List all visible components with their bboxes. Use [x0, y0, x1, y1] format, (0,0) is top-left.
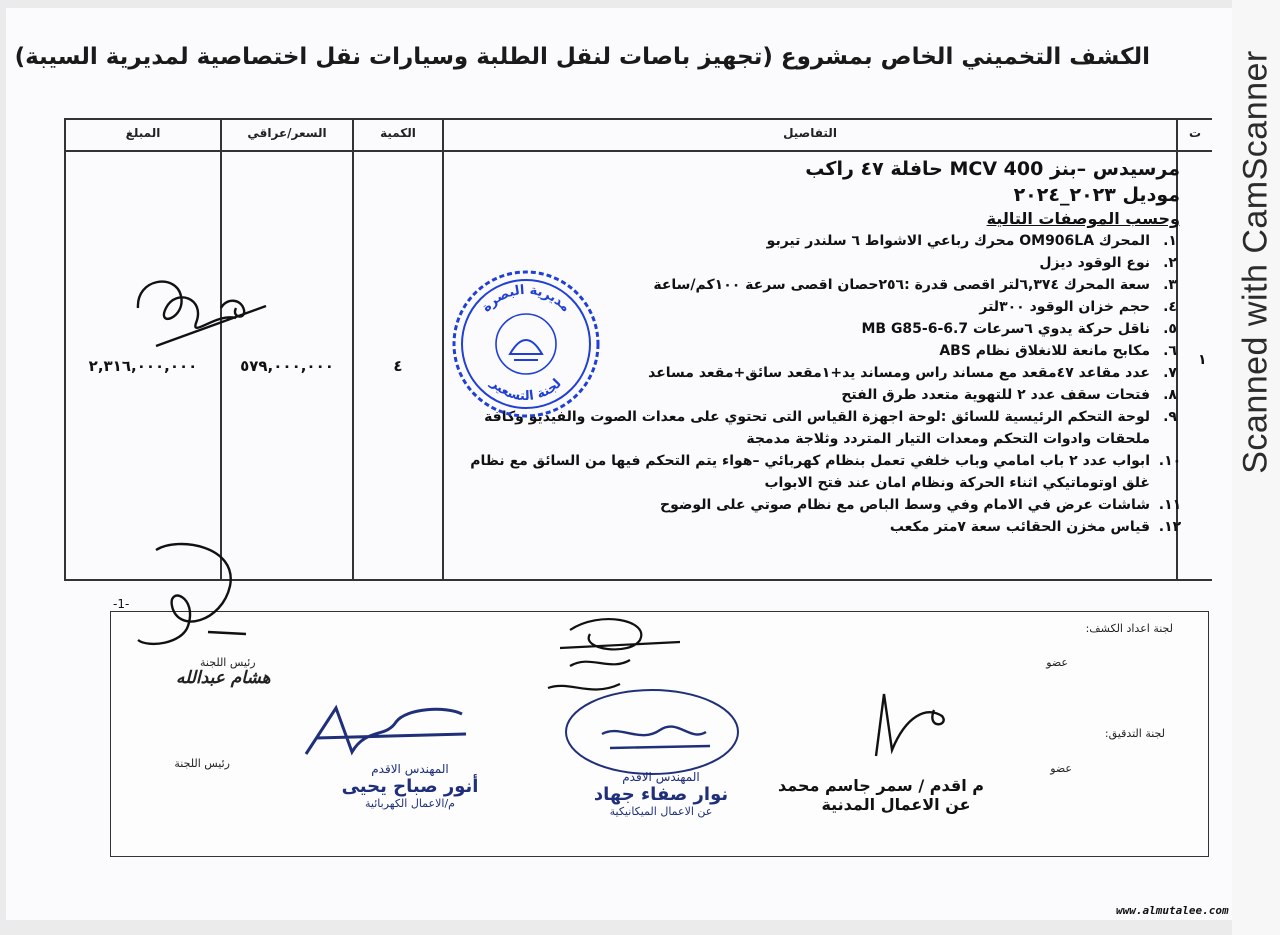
table-border-top	[64, 118, 1212, 120]
spec-text: عدد مقاعد ٤٧مقعد مع مساند راس ومساند يد+١مقعد سائق+مقعد مساعد	[648, 365, 1150, 381]
camscanner-watermark: Scanned with CamScanner	[1236, 50, 1275, 474]
row-number: ١	[1198, 352, 1207, 368]
member2-block	[576, 770, 746, 818]
spec-item	[440, 450, 1180, 494]
specs-heading: وحسب الموصفات التالية	[986, 209, 1180, 228]
member1-signature	[296, 698, 472, 772]
spec-number: ٤.	[1163, 299, 1177, 315]
member3-name: م اقدم / سمر جاسم محمد	[778, 776, 984, 795]
member3-block	[778, 776, 984, 814]
col-divider-price	[352, 118, 354, 580]
spec-item	[440, 516, 1180, 538]
stamp-bottom-text: لجنة التسعير	[487, 376, 565, 405]
spec-number: ١٠.	[1158, 453, 1182, 469]
document-title: الكشف التخميني الخاص بمشروع (تجهيز باصات لنقل الطلبة وسيارات نقل اختصاصية لمديرية السيبة)	[14, 44, 1150, 70]
check-member-label: عضو	[1050, 762, 1072, 775]
header-amount: المبلغ	[125, 126, 161, 140]
table-header-divider	[64, 150, 1212, 152]
member1-block	[320, 762, 500, 810]
spec-text: مكابح مانعة للانغلاق نظام ABS	[939, 343, 1150, 359]
check-committee-label: لجنة التدقيق:	[1104, 727, 1165, 740]
stamp-top-text: مديرية البصرة	[478, 282, 574, 316]
spec-text: سعة المحرك ٦,٣٧٤لتر اقصى قدرة :٢٥٦حصان اقصى سرعة ١٠٠كم/ساعة	[653, 277, 1150, 293]
header-seq: ت	[1188, 126, 1202, 140]
member2-subtitle: عن الاعمال الميكانيكية	[609, 805, 713, 818]
table-border-left	[64, 118, 66, 580]
spec-item	[440, 494, 1180, 516]
spec-text: نوع الوقود ديزل	[1039, 255, 1150, 271]
price-cell: ٥٧٩,٠٠٠,٠٠٠	[240, 357, 334, 375]
prep-committee-label: لجنة اعداد الكشف:	[1085, 622, 1173, 635]
member2-name: نوار صفاء جهاد	[593, 784, 729, 805]
site-watermark: www.almutalee.com	[1116, 904, 1229, 917]
spec-number: ١١.	[1158, 497, 1182, 513]
chair-name: هشام عبدالله	[176, 668, 271, 688]
vehicle-heading: مرسيدس –بنز MCV 400 حافلة ٤٧ راكب	[805, 158, 1180, 180]
spec-number: ٦.	[1163, 343, 1177, 359]
spec-text: ناقل حركة يدوي ٦سرعات MB G85-6-6.7	[861, 321, 1150, 337]
member2-title: المهندس الاقدم	[622, 770, 700, 784]
member1-title: المهندس الاقدم	[371, 762, 449, 776]
spec-text: المحرك OM906LA محرك رباعي الاشواط ٦ سلندر تيربو	[766, 233, 1150, 249]
spec-number: ٨.	[1163, 387, 1177, 403]
spec-number: ١٢.	[1158, 519, 1182, 535]
member3-subtitle: عن الاعمال المدنية	[821, 795, 971, 814]
member3-signature	[856, 686, 956, 768]
spec-text: ابواب عدد ٢ باب امامي وباب خلفي تعمل بنظام كهربائي –هواء يتم التحكم فيها من السائق مع نظام غلق اوتوماتيكي اثناء الحركة ونظام امان عند فتح الابواب	[470, 453, 1150, 491]
spec-text: حجم خزان الوقود ٣٠٠لتر	[979, 299, 1150, 315]
spec-text: فتحات سقف عدد ٢ للتهوية متعدد طرق الفتح	[841, 387, 1150, 403]
check-chair-label: رئيس اللجنة	[174, 757, 230, 770]
spec-text: شاشات عرض في الامام وفي وسط الباص مع نظام صوتي على الوضوح	[660, 497, 1150, 513]
spec-item	[440, 230, 1180, 252]
prep-chair-label: رئيس اللجنة	[200, 656, 256, 669]
header-price: السعر/عراقي	[247, 126, 327, 140]
spec-number: ٧.	[1163, 365, 1177, 381]
spec-number: ١.	[1163, 233, 1177, 249]
spec-number: ٣.	[1163, 277, 1177, 293]
amount-signature	[126, 268, 276, 358]
quantity-cell: ٤	[393, 357, 403, 375]
prep-member-label: عضو	[1046, 656, 1068, 669]
official-stamp	[448, 268, 604, 420]
chair-signature	[118, 536, 258, 660]
member1-name: أنور صباح يحيى	[341, 776, 479, 797]
spec-number: ٩.	[1163, 409, 1177, 425]
page-number: -1-	[113, 597, 130, 611]
spec-number: ٥.	[1163, 321, 1177, 337]
header-details: التفاصيل	[783, 126, 837, 140]
header-quantity: الكمية	[380, 126, 416, 140]
spec-text: لوحة التحكم الرئيسية للسائق :لوحة اجهزة القياس التى تحتوي على معدات الصوت والفيديو وكافة ملحقات وادوات التحكم ومعدات التيار المتردد وثلاجة مدمجة	[484, 409, 1150, 447]
member1-subtitle: م/الاعمال الكهربائية	[365, 797, 455, 810]
amount-cell: ٢,٣١٦,٠٠٠,٠٠٠	[88, 357, 198, 375]
model-heading: موديل ٢٠٢٣_٢٠٢٤	[1013, 184, 1180, 206]
spec-number: ٢.	[1163, 255, 1177, 271]
spec-text: قياس مخزن الحقائب سعة ٧متر مكعب	[889, 519, 1150, 535]
